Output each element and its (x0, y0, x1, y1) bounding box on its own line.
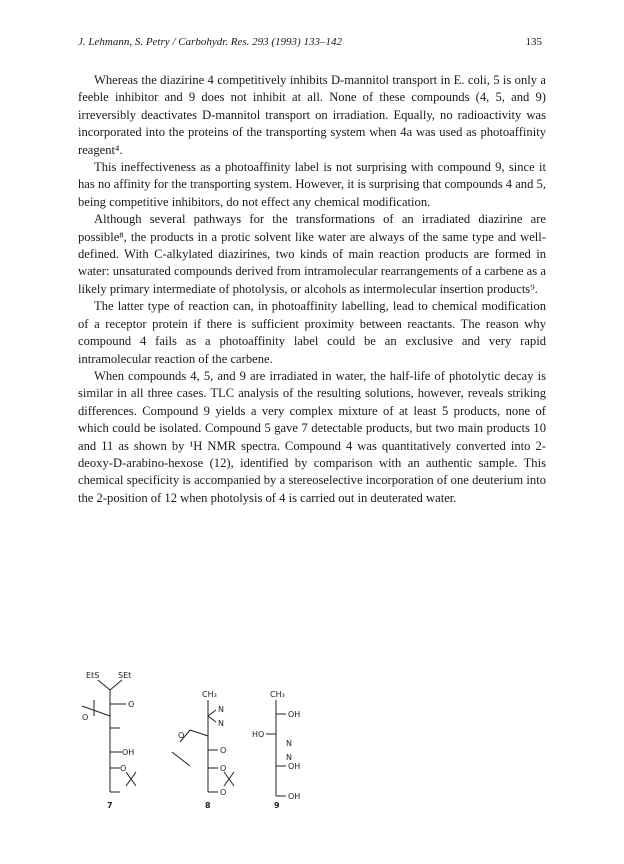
structure-9-label-n1: N (286, 739, 292, 748)
structure-8-label-o-left: O (178, 731, 185, 740)
paragraph: This ineffectiveness as a photoaffinity label is not surprising with compound 9, since it has no affinity for the transporting system. However, it is surprising that compounds 4 and 5, being competitive inhibitors, do not effect any chemical modification. (78, 160, 546, 209)
structure-8-label-n2: N (218, 719, 224, 728)
body-text (78, 72, 546, 507)
paragraph: Whereas the diazirine 4 competitively inhibits D-mannitol transport in E. coli, 5 is only a feeble inhibitor and 9 does not inhibit at all. None of these compounds (4, 5, and 9) irreversibly deactivates D-mannitol transport on irradiation. Equally, no radioactivity was incorporated into the proteins of the transporting system when 4a was used as photoaffinity reagent⁴. (78, 73, 546, 157)
paragraph: Although several pathways for the transformations of an irradiated diazirine are possible⁸, the products in a protic solvent like water are always of the same type and well-defined. With C-alkylated diazirines, two kinds of main reaction products are formed in water: unsaturated compounds derived from intramolecular rearrangements of a carbene as a likely primary intermediate of photolysis, or alcohols as intermolecular insertion products⁹. (78, 212, 546, 296)
structure-8-label-n1: N (218, 705, 224, 714)
structure-7-label-oh: OH (122, 748, 135, 757)
chemical-structures-figure (60, 660, 340, 810)
structure-9-label-oh-top: OH (288, 710, 301, 719)
paragraph: The latter type of reaction can, in photoaffinity labelling, lead to chemical modification of a receptor protein if there is sufficient proximity between reactants. The reason why compound 4 fails as a photoaffinity label could be an exclusive and very rapid intramolecular reaction of the carbene. (78, 299, 546, 366)
structure-9-label-ho: HO (252, 730, 265, 739)
structure-9-label-n2: N (286, 753, 292, 762)
structure-7-number: 7 (107, 801, 113, 810)
structure-7-label-o-ring: O (128, 700, 135, 709)
structures-svg (60, 660, 340, 810)
structure-9-label-ch3: CH₃ (270, 690, 285, 699)
structure-9-number: 9 (274, 801, 280, 810)
paragraph: When compounds 4, 5, and 9 are irradiated in water, the half-life of photolytic decay is similar in all three cases. TLC analysis of the resulting solutions, however, reveals striking differences. Compound 9 yields a very complex mixture of at least 5 products, none of which could be isolated. Compound 5 gave 7 detectable products, but two main products 10 and 11 as shown by ¹H NMR spectra. Compound 4 was quantitatively converted into 2-deoxy-D-arabino-hexose (12), identified by comparison with an authentic sample. This chemical specificity is accompanied by a stereoselective incorporation of one deuterium into the 2-position of 12 when photolysis of 4 is carried out in deuterated water. (78, 368, 546, 505)
structure-8-label-o-acetal: O (220, 764, 227, 773)
journal-citation: J. Lehmann, S. Petry / Carbohydr. Res. 293 (1993) 133–142 (78, 36, 342, 48)
structure-8-number: 8 (205, 801, 211, 810)
structure-7-label-set: SEt (118, 671, 132, 680)
structure-9-label-oh-bottom: OH (288, 792, 301, 801)
structure-7-label-o-left: O (82, 713, 89, 722)
page-number: 135 (525, 36, 542, 48)
structure-7-label-ets: EtS (86, 671, 100, 680)
structure-7-label-o-acetal: O (120, 764, 127, 773)
structure-9-label-oh-mid: OH (288, 762, 301, 771)
structure-8-label-ch3: CH₃ (202, 690, 217, 699)
running-header (78, 36, 546, 52)
structure-8-label-o-bottom: O (220, 788, 227, 797)
structure-8-label-o-ring: O (220, 746, 227, 755)
